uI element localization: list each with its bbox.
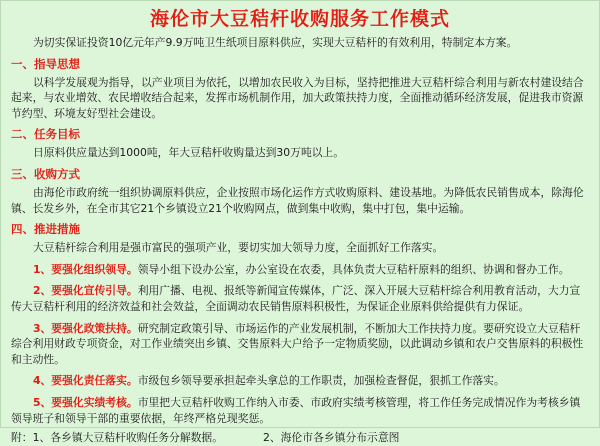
measure-item xyxy=(11,373,589,389)
measures-intro-paragraph: 大豆秸杆综合利用是强市富民的强项产业，要切实加大领导力度，全面抓好工作落实。 xyxy=(33,241,444,255)
attachment-item: 1、各乡镇大豆秸杆收购任务分解数据。 xyxy=(32,431,224,445)
section-heading-measures: 四、推进措施 xyxy=(11,222,80,237)
measure-text: 领导小组下设办公室，办公室设在农委，具体负责大豆秸杆原料的组织、协调和督办工作。 xyxy=(137,262,570,276)
guiding-ideology-paragraph: 以科学发展观为指导，以产业项目为依托，以增加农民收入为目标，坚持把推进大豆秸杆综合利用与新农村建设结合起来，与农业增效、农民增收结合起来，发挥市场机制作用，加大政策扶持力度，全面推动循环经济发展，促进我市资源节约型、环境友好型社会建设。 xyxy=(11,75,584,120)
purchase-method-paragraph: 由海伦市政府统一组织协调原料供应，企业按照市场化运作方式收购原料、建设基地。为降低农民销售成本，除海伦镇、长发乡外，在全市其它21个乡镇设立21个收购网点，做到集中收购，集中打包，集中运输。 xyxy=(11,185,584,215)
section-heading-guiding-ideology: 一、指导思想 xyxy=(11,56,80,71)
measure-label: 1、要强化组织领导。 xyxy=(33,262,138,276)
measure-label: 4、要强化责任落实。 xyxy=(33,374,138,388)
measure-item xyxy=(11,395,589,426)
page-title: 海伦市大豆秸杆收购服务工作模式 xyxy=(149,8,450,30)
attachment-item: 2、海伦市各乡镇分布示意图 xyxy=(263,431,400,445)
measure-text: 市级包乡领导要承担起牵头拿总的工作职责，加强检查督促，狠抓工作落实。 xyxy=(137,374,505,388)
section-heading-task-target: 二、任务目标 xyxy=(11,127,80,142)
measure-item xyxy=(11,262,589,278)
measure-label: 3、要强化政策扶持。 xyxy=(33,321,138,335)
measure-label: 5、要强化实绩考核。 xyxy=(33,395,138,409)
measure-item xyxy=(11,283,589,314)
intro-paragraph: 为切实保证投资10亿元年产9.9万吨卫生纸项目原料供应，实现大豆秸杆的有效利用，特制定本方案。 xyxy=(33,36,518,49)
measure-item xyxy=(11,321,589,368)
task-target-paragraph: 日原料供应量达到1000吨，年大豆秸杆收购量达到30万吨以上。 xyxy=(33,146,345,160)
attachments-prefix: 附： xyxy=(11,431,33,445)
section-heading-purchase-method: 三、收购方式 xyxy=(11,166,80,181)
measure-text: 利用广播、电视、报纸等新闻宣传媒体，广泛、深入开展大豆秸杆综合利用教育活动，大力宣传大豆秸杆利用的经济效益和社会效益，全面调动农民销售原料积极性，为保证企业原料供给提供有力保证。 xyxy=(11,284,581,313)
measure-text: 研究制定政策引导、市场运作的产业发展机制，不断加大工作扶持力度。要研究设立大豆秸杆综合利用财政专项资金，对工作业绩突出乡镇、交售原料大户给予一定物质奖励，以此调动乡镇和农户交售原料的积极性和主动性。 xyxy=(11,321,584,366)
measure-label: 2、要强化宣传引导。 xyxy=(33,284,138,298)
attachments-line xyxy=(11,430,589,446)
measure-text: 市里把大豆秸杆收购工作纳入市委、市政府实绩考核管理，将工作任务完成情况作为考核乡镇领导班子和领导干部的重要依据，年终严格兑现奖惩。 xyxy=(11,395,581,425)
